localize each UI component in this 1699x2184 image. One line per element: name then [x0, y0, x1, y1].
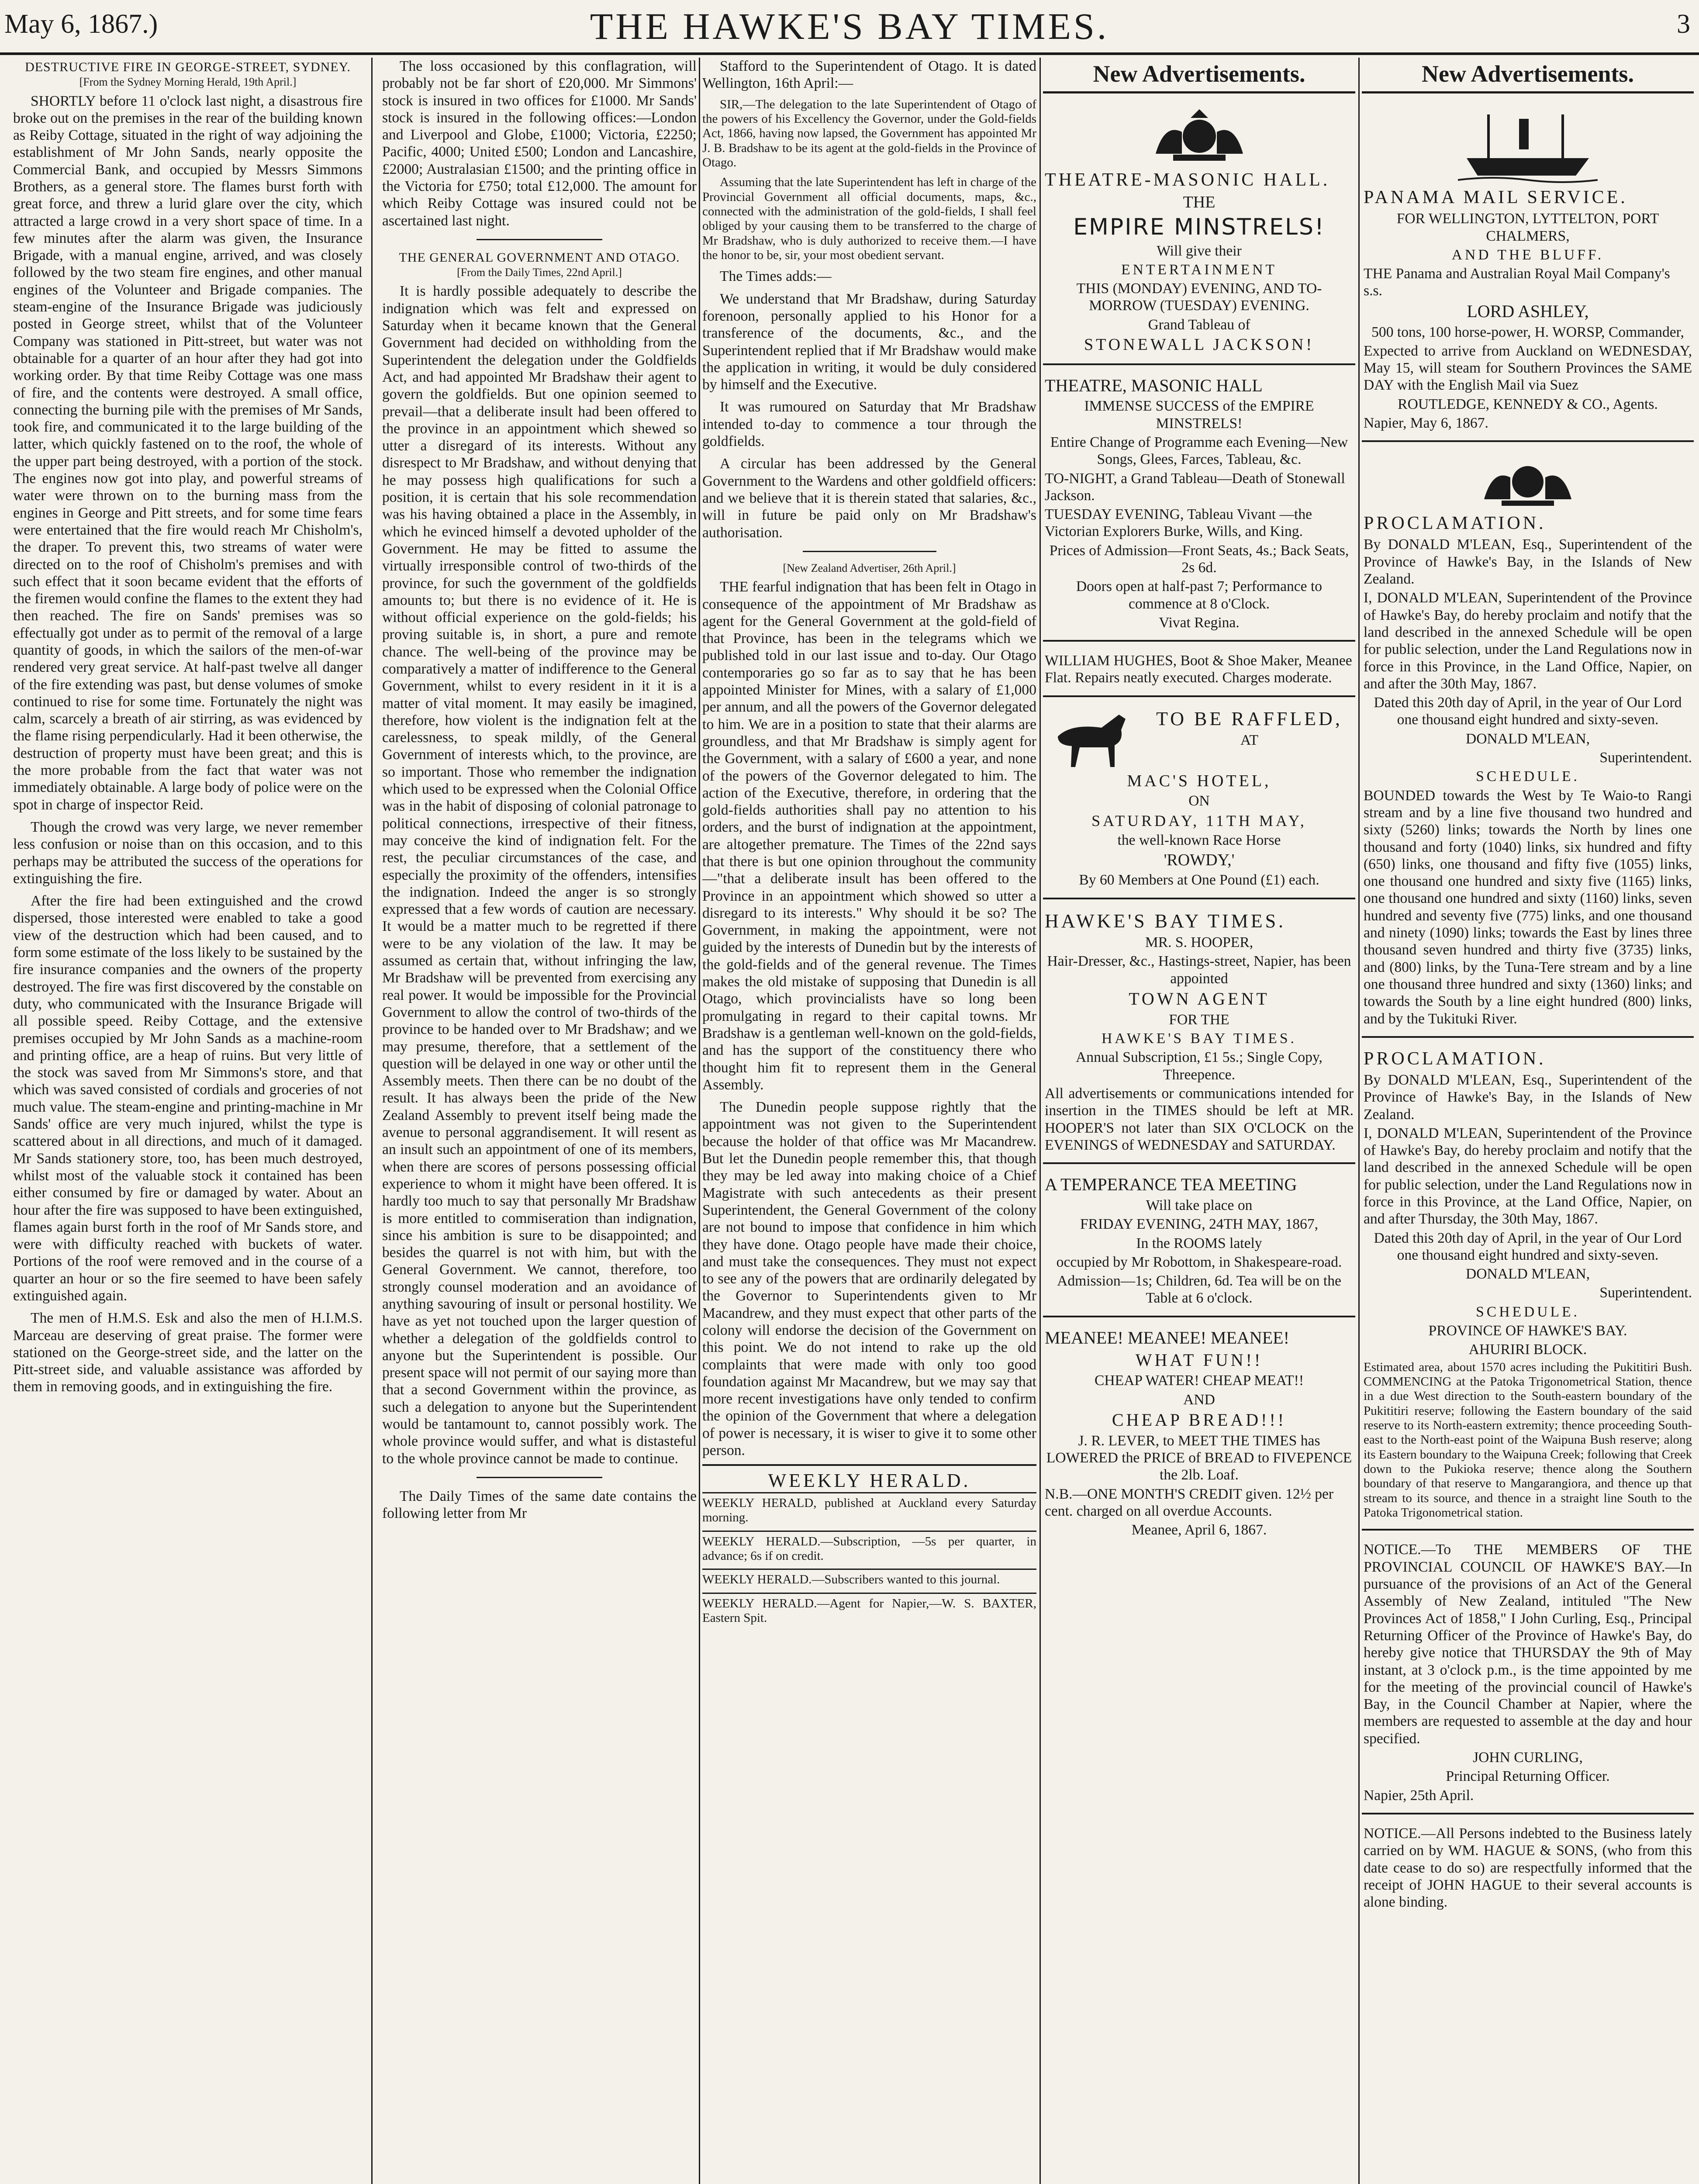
mail-service-advertisement [1362, 100, 1694, 442]
issue-date: May 6, 1867.) [4, 9, 158, 39]
article-paragraph: Stafford to the Superintendent of Otago. It is dated Wellington, 16th April:— [702, 58, 1036, 92]
theatre-line: Vivat Regina. [1159, 614, 1240, 631]
article-headline: THE GENERAL GOVERNMENT AND OTAGO. [399, 250, 680, 265]
proclamation-line: I, DONALD M'LEAN, Superintendent of the Province of Hawke's Bay, do hereby proclaim and notify that the land described in the annexed Schedule will be open for public selection, under the Land Regulations now in force in this Province, in the Land Office, Napier, on and after the 30th May, 1867. [1364, 590, 1692, 692]
race-horse-icon [1045, 706, 1141, 771]
agent-title: HAWKE'S BAY TIMES. [1045, 910, 1286, 932]
section-title: New Advertisements. [1362, 58, 1694, 93]
divider [803, 551, 936, 552]
tea-line: In the ROOMS lately [1136, 1235, 1262, 1251]
council-notice [1362, 1536, 1694, 1814]
raffle-advertisement [1043, 702, 1355, 899]
column-rule [371, 58, 373, 2184]
mail-line: LORD ASHLEY, [1467, 301, 1589, 321]
tea-line: A TEMPERANCE TEA MEETING [1045, 1175, 1297, 1195]
royal-coat-of-arms-icon [1147, 106, 1252, 167]
agent-line: HAWKE'S BAY TIMES. [1102, 1030, 1297, 1047]
proclamation [1362, 1043, 1694, 1531]
notice-text: NOTICE.—To THE MEMBERS OF THE PROVINCIAL COUNCIL OF HAWKE'S BAY.—In pursuance of the provisions of an Act of the General Assembly of New Zealand, intituled "The New Provinces Act of 1858," I John Curling, Esq., Principal Returning Officer of the Province of Hawke's Bay, do hereby give notice that THURSDAY the 9th of May instant, at 3 o'clock p.m., is the time appointed by me for the meeting of the provincial council of Hawke's Bay, in the Council Chamber at Napier, where the members are requested to assemble at the day and hour specified. [1364, 1541, 1692, 1747]
mail-line: 500 tons, 100 horse-power, H. WORSP, Commander, [1371, 324, 1684, 340]
raffle-line: ON [1188, 793, 1210, 809]
tea-line: FRIDAY EVENING, 24TH MAY, 1867, [1080, 1216, 1319, 1233]
bakery-line: AND [1183, 1391, 1215, 1408]
article-paragraph: The loss occasioned by this conflagration, will probably not be far short of £20,000. Mr Simmons' stock is insured in two offices for £1000. Mr Sands' stock is insured in the following offices:—London and Liverpool and Globe, £1000; Victoria, £2250; Pacific, 4000; United £500; London and Lancashire, £2000; Australasian £1500; and the printing office in the Victoria for £750; total £12,000. The amount for which Reiby Cottage was insured could not be ascertained last night. [382, 58, 697, 229]
royal-coat-of-arms-icon [1475, 453, 1580, 510]
article-paragraph: We understand that Mr Bradshaw, during Saturday forenoon, personally applied to his Honor for a transference of the documents, &c., and the Superintendent replied that if Mr Bradshaw would make the application in writing, it would be duly considered by himself and the Executive. [702, 290, 1036, 393]
minstrels-name: EMPIRE MINSTRELS! [1073, 214, 1325, 240]
schedule-text: Estimated area, about 1570 acres including the Pukititiri Bush. COMMENCING at the Patoka Trigonometrical Station, thence in a due West direction to the South-eastern boundary of the Pukititiri reserve; following the Eastern boundary of the said reserve to its North-eastern extremity; thence proceeding South-east to the North-east point of the Waipuna Bush reserve; along its Eastern boundary to the Waipuna Creek; following that Creek down to the Pukioka reserve; thence along the Southern boundary of that reserve to Mangarangiora, and thence up that stream to its source, and thence in a straight line South to the Patoka Trigonometrical station. [1364, 1360, 1692, 1520]
newspaper-title: THE HAWKE'S BAY TIMES. [590, 5, 1109, 47]
agent-line: FOR THE [1169, 1011, 1229, 1028]
mail-line: Expected to arrive from Auckland on WEDNESDAY, May 15, will steam for Southern Provinces the SAME DAY with the English Mail via Suez [1364, 342, 1692, 394]
letter-paragraph: SIR,—The delegation to the late Superintendent of Otago of the powers of his Excellency the Governor, under the Gold-fields Act, 1866, having now lapsed, the Government has appointed Mr J. B. Bradshaw to be its agent at the gold-fields in the Province of Otago. [702, 97, 1036, 169]
theatre-line: THIS (MONDAY) EVENING, AND TO-MORROW (TUESDAY) EVENING. [1076, 280, 1322, 314]
weekly-herald-ad [702, 1464, 1036, 1625]
agent-line: All advertisements or communications intended for insertion in the TIMES should be left at MR. HOOPER'S not later than SIX O'CLOCK on the EVENINGS of WEDNESDAY and SATURDAY. [1045, 1085, 1354, 1153]
column-5 [1362, 58, 1694, 2184]
proclamation-line: Superintendent. [1599, 1285, 1692, 1301]
article-source: [New Zealand Advertiser, 26th April.] [783, 561, 956, 574]
column-rule [699, 58, 700, 2184]
schedule-text: BOUNDED towards the West by Te Waio-to Rangi stream and by a line five thousand two hundred and sixty (5260) links; towards the North by lines one thousand and forty (1040) links, six hundred and fifty (650) links, one thousand and fifty five (1055) links, one thousand one hundred and sixty five (1165) links, one thousand one hundred and sixty (1160) links, seven hundred and seventy five (775) links, and one thousand and ninety (1090) links; towards the East by lines three thousand seven hundred and thirty five (3735) links, and (800) links, by the Tuna-Tere stream and by a line one thousand three hundred and sixty (1360) links; and towards the South by a line eight hundred (800) links, and by the Tukituki River. [1364, 787, 1692, 1027]
theatre-title: THEATRE, MASONIC HALL [1045, 375, 1263, 395]
weekly-herald-item: WEEKLY HERALD.—Agent for Napier,—W. S. BAXTER, Eastern Spit. [702, 1593, 1036, 1626]
proclamation-line: DONALD M'LEAN, [1466, 1266, 1590, 1282]
theatre-line: Prices of Admission—Front Seats, 4s.; Back Seats, 2s 6d. [1049, 542, 1349, 576]
raffle-line: 'ROWDY,' [1164, 850, 1235, 869]
column-2 [382, 58, 697, 2184]
proclamation-line: By DONALD M'LEAN, Esq., Superintendent of the Province of Hawke's Bay, in the Islands of New Zealand. [1364, 536, 1692, 587]
bakery-advertisement [1043, 1323, 1355, 1548]
tea-line: Will take place on [1146, 1197, 1253, 1213]
masthead [0, 0, 1699, 55]
theatre-line: Entire Change of Programme each Evening—New Songs, Glees, Farces, Tableau, &c. [1050, 434, 1348, 468]
article-paragraph: After the fire had been extinguished and the crowd dispersed, those interested were enabled to take a good view of the destruction which had been caused, and to form some estimate of the loss likely to be sustained by the fire insurance companies and the owners of the property destroyed. The fire was first discovered by the constable on duty, who communicated with the Insurance Brigade will all possible speed. Reiby Cottage, and the extensive premises occupied by Mr John Sands as a machine-room and printing office, are a heap of ruins. But very little of the stock was saved from Mr Simmons's store, and that which was saved consisted of cordials and groceries of not much value. The steam-engine and printing-machine in Mr Sands' office are very much injured, whilst the type is scattered about in all directions, and much of it damaged. Mr Sands stationery store, too, has been much destroyed, whilst most of the valuable stock it contained has been either consumed by fire or damaged by water. About an hour after the fire was supposed to have been extinguished, flames again burst forth in the roof of Mr Sands store, and were with difficulty reached with buckets of water. Portions of the roof were removed and in the course of a quarter an hour or so the fire seemed to have been safely extinguished again. [13, 893, 363, 1304]
article-paragraph: The Times adds:— [720, 268, 832, 285]
article-paragraph: The men of H.M.S. Esk and also the men of H.I.M.S. Marceau are deserving of great praise. The former were stationed on the George-street side, and the latter on the Pitt-street side, and valuable assistance was afforded by them in removing goods, and in extinguishing the fire. [13, 1310, 363, 1395]
mail-line: ROUTLEDGE, KENNEDY & CO., Agents. [1398, 396, 1658, 412]
article-paragraph: The Dunedin people suppose rightly that the appointment was not given to the Superintendent because the holder of that office was Mr Macandrew. But let the Dunedin people remember this, that though they may be led away into making choice of a Chief Magistrate with such antecedents as their present Superintendent, the General Government of the colony are not bound to impose that confidence in him which they have done. Otago people have made their choice, and must take the consequences. They must not expect to see any of the powers that are ordinarily delegated by the Governor to Superintendents given to Mr Macandrew, and they must expect that other parts of the colony will endorse the decision of the Government on this point. We do not intend to rake up the old complaints that were made with only too good foundation against Mr Macandrew, but we may say that more recent investigations have only tended to confirm the opinion of the Government that where a delegation of power is necessary, it is wiser to give it to some other person. [702, 1099, 1036, 1459]
article-headline: DESTRUCTIVE FIRE IN GEORGE-STREET, SYDNEY. [25, 60, 351, 74]
tea-meeting-advertisement [1043, 1169, 1355, 1317]
proclamation-title: PROCLAMATION. [1364, 513, 1546, 534]
steamship-icon [1458, 106, 1598, 184]
mail-title: PANAMA MAIL SERVICE. [1364, 187, 1628, 208]
theatre-advertisement [1043, 100, 1355, 365]
theatre-line: STONEWALL JACKSON! [1084, 335, 1315, 354]
divider [477, 239, 602, 240]
agent-line: Annual Subscription, £1 5s.; Single Copy, Threepence. [1076, 1049, 1323, 1083]
bakery-line: CHEAP BREAD!!! [1112, 1410, 1287, 1430]
schedule-line: AHURIRI BLOCK. [1468, 1341, 1587, 1358]
weekly-herald-item: WEEKLY HERALD, published at Auckland every Saturday morning. [702, 1492, 1036, 1525]
mail-line: Napier, May 6, 1867. [1364, 415, 1488, 432]
bootmaker-text: WILLIAM HUGHES, Boot & Shoe Maker, Meanee Flat. Repairs neatly executed. Charges moderate. [1045, 653, 1352, 686]
article-paragraph: A circular has been addressed by the General Government to the Wardens and other goldfield officers: and we believe that it is therein stated that salaries, &c., will in future be paid only on Mr Bradshaw's authorisation. [702, 456, 1036, 541]
weekly-herald-item: WEEKLY HERALD.—Subscribers wanted to this journal. [702, 1569, 1036, 1587]
proclamation-line: Dated this 20th day of April, in the year of Our Lord one thousand eight hundred and sixty-seven. [1374, 1230, 1682, 1263]
bakery-line: WHAT FUN!! [1135, 1350, 1263, 1370]
agent-advertisement [1043, 905, 1355, 1165]
article-source: [From the Daily Times, 22nd April.] [457, 266, 622, 279]
notice-line: JOHN CURLING, [1473, 1749, 1583, 1766]
agent-line: Hair-Dresser, &c., Hastings-street, Napier, has been appointed [1047, 953, 1351, 987]
column-3 [702, 58, 1036, 2184]
agent-line: MR. S. HOOPER, [1145, 934, 1254, 951]
raffle-line: SATURDAY, 11TH MAY, [1091, 812, 1307, 829]
proclamation-line: DONALD M'LEAN, [1466, 730, 1590, 747]
article-paragraph: It was rumoured on Saturday that Mr Bradshaw intended to-day to commence a tour through the goldfields. [702, 399, 1036, 450]
bakery-line: MEANEE! MEANEE! MEANEE! [1045, 1327, 1289, 1348]
raffle-line: the well-known Race Horse [1117, 832, 1281, 848]
theatre-line: TUESDAY EVENING, Tableau Vivant —the Victorian Explorers Burke, Wills, and King. [1045, 506, 1312, 540]
theatre-line: Grand Tableau of [1148, 316, 1250, 333]
tea-line: occupied by Mr Robottom, in Shakespeare-road. [1056, 1254, 1342, 1270]
theatre-line: ENTERTAINMENT [1121, 261, 1277, 278]
theatre-line: IMMENSE SUCCESS of the EMPIRE MINSTRELS! [1084, 398, 1314, 432]
mail-line: THE Panama and Australian Royal Mail Company's s.s. [1364, 266, 1670, 299]
column-rule [1039, 58, 1041, 2184]
bootmaker-advertisement [1043, 647, 1355, 697]
raffle-line: AT [1240, 732, 1259, 749]
theatre-advertisement [1043, 370, 1355, 642]
section-title: New Advertisements. [1043, 58, 1355, 93]
raffle-line: By 60 Members at One Pound (£1) each. [1079, 872, 1319, 888]
tea-line: Admission—1s; Children, 6d. Tea will be on the Table at 6 o'clock. [1057, 1273, 1341, 1306]
theatre-line: TO-NIGHT, a Grand Tableau—Death of Stonewall Jackson. [1045, 470, 1345, 504]
proclamation-line: Superintendent. [1599, 750, 1692, 766]
page-number: 3 [1677, 9, 1690, 39]
bakery-line: J. R. LEVER, to MEET THE TIMES has LOWERED the PRICE of BREAD to FIVEPENCE the 2lb. Loaf. [1046, 1432, 1352, 1483]
mail-line: AND THE BLUFF. [1451, 246, 1604, 263]
article-source: [From the Sydney Morning Herald, 19th April.] [79, 76, 297, 89]
column-rule [1358, 58, 1360, 2184]
proclamation [1362, 447, 1694, 1037]
bakery-line: CHEAP WATER! CHEAP MEAT!! [1094, 1372, 1304, 1389]
raffle-line: MAC'S HOTEL, [1127, 771, 1271, 790]
agent-line: TOWN AGENT [1129, 989, 1270, 1009]
weekly-herald-item: WEEKLY HERALD.—Subscription, —5s per quarter, in advance; 6s if on credit. [702, 1531, 1036, 1564]
mail-line: FOR WELLINGTON, LYTTELTON, PORT CHALMERS, [1396, 211, 1659, 244]
article-paragraph: Though the crowd was very large, we never remember less confusion or noise than on this occasion, and to this perhaps may be attributed the success of the operations for extinguishing the fire. [13, 819, 363, 887]
weekly-herald-title: WEEKLY HERALD. [768, 1470, 971, 1492]
article-paragraph: SHORTLY before 11 o'clock last night, a disastrous fire broke out on the premises in the rear of the building known as Reiby Cottage, situated in the right of way adjoining the establishment of Mr John Sands, nearly opposite the Commercial Bank, and occupied by Messrs Simmons Brothers, as a general store. The flames burst forth with great force, and threw a lurid glare over the city, which attracted a large crowd in a very short space of time. In a few minutes after the alarm was given, the Insurance Brigade, with a manual engine, arrived, and was closely followed by the two steam fire engines, and other manual engines of the Volunteer and Brigade companies. The steam-engine of the Insurance Brigade was judiciously posted in George street, whilst that of the Volunteer Company was stationed in Pitt-street, but water was not obtainable for a quarter of an hour after they had got into working order. By that time Reiby Cottage was one mass of fire, and the contents were destroyed. A small office, connecting the burning pile with the premises of Mr Sands, took fire, and communicated it to the large building of the latter, which quickly fastened on to the roof, the whole of the upper part being destroyed, with a portion of the stock. The engines now got into play, and powerful streams of water were thrown on to the burning mass from the engines in George and Pitt streets, and for some time fears were entertained that the fire would reach Mr Chisholm's, the draper. To prevent this, two streams of water were directed on to the roof of Chisholm's premises and with such effect that it soon became evident that the efforts of the firemen would confine the flames to the extent they had then reached. The fire on Sands' premises was so effectually got under as to permit of the removal of a large quantity of goods, in which the sailors of the men-of-war rendered very great service. At half-past twelve all danger of the fire extending was past, but dense volumes of smoke continued to rise for some time. Fortunately the night was calm, scarcely a breath of air stirring, as was evidenced by the flame rising perpendicularly. Had it been otherwise, the destruction of property must have been great; and this is the more probable from the fact that water was not immediately obtainable. A large body of police were on the spot in charge of inspector Reid. [13, 93, 363, 813]
column-1 [13, 58, 363, 2184]
theatre-line: Doors open at half-past 7; Performance to commence at 8 o'Clock. [1076, 578, 1323, 612]
raffle-line: TO BE RAFFLED, [1156, 708, 1343, 729]
article-paragraph: THE fearful indignation that has been felt in Otago in consequence of the appointment of Mr Bradshaw as agent for the General Government at the gold-field of that Province, has been in the telegrams which we published told in our last issue and to-day. Our Otago contemporaries go so far as to say that he has been appointed Minister for Mines, with a salary of £1,000 per annum, and all the powers of the Governor delegated to him. We are in a position to state that their alarms are groundless, and that Mr Bradshaw is simply agent for the Government, with a salary of £600 a year, and none of the powers of the Governor delegated to him. The action of the Executive, therefore, in ordering that the gold-fields authorities shall pay no attention to his orders, and the burst of indignation at the appointment, are altogether premature. The Times of the 22nd says that there is but one opinion throughout the community—"that a deliberate insult has been offered to the Province in an appointment which showed so utter a disregard to its interests." Why should it be so? The Government, in making the appointment, were not guided by the interests of Dunedin but by the interests of the gold-fields and of the general revenue. The Times makes the old mistake of supposing that Dunedin is all Otago, which provincialists have so long been promulgating in regard to their capital towns. Mr Bradshaw is a gentleman well-known on the gold-fields, and has the support of the constituency there who thought him fit to represent them in the General Assembly. [702, 579, 1036, 1093]
proclamation-line: I, DONALD M'LEAN, Superintendent of the Province of Hawke's Bay, do hereby proclaim and notify that the land described in the annexed Schedule will be open for public selection, under the Land Regulations now in force in this Province, at the Land Office, Napier, on and after Thursday, the 30th May, 1867. [1364, 1125, 1692, 1227]
notice-line: Napier, 25th April. [1364, 1787, 1474, 1804]
bakery-line: Meanee, April 6, 1867. [1131, 1522, 1267, 1538]
theatre-line: Will give their [1157, 242, 1242, 259]
notice-text: NOTICE.—All Persons indebted to the Business lately carried on by WM. HAGUE & SONS, (who from this date cease to do so) are respectfully informed that the receipt of JOHN HAGUE to their several accounts is alone binding. [1364, 1825, 1692, 1911]
letter-paragraph: Assuming that the late Superintendent has left in charge of the Provincial Government all official documents, maps, &c., connected with the administration of the gold-fields, I shall feel obliged by your causing them to be transferred to the charge of Mr Bradshaw, who is duly authorized to receive them.—I have the honor to be, sir, your most obedient servant. [702, 175, 1036, 263]
proclamation-line: Dated this 20th day of April, in the year of Our Lord one thousand eight hundred and sixty-seven. [1374, 695, 1682, 728]
article-paragraph: It is hardly possible adequately to describe the indignation which was felt and expressed on Saturday when it became known that the General Government had decided on withholding from the Superintendent the delegation under the Goldfields Act, and had appointed Mr Bradshaw their agent to govern the goldfields. But one opinion seemed to prevail—that a deliberate insult had been offered to the province in an appointment which shewed so utter a disregard of its interests. Without any disrespect to Mr Bradshaw, and without denying that he may possess high qualifications for such a position, it is certain that his sole recommendation was his having obtained a place in the Assembly, in which he evinced himself a devoted upholder of the Government. He may be fitted to assume the virtually irresponsible control of two-thirds of the province, for such the government of the goldfields amounts to; but there is no evidence of it. He is without official experience on the gold-fields; his proving suitable is, in short, a pure and remote chance. The well-being of the province may be comparatively a matter of indifference to the General Government, whilst to every resident in it it is a matter of vital moment. It may easily be imagined, therefore, how violent is the indignation felt at the carelessness, to speak mildly, of the General Government of interests which, to the province, are so important. Those who remember the indignation which used to be expressed when the Colonial Office was in the habit of disposing of colonial patronage to political connections, irrespective of their fitness, may conceive the kind of indignation felt. For the rest, the peculiar circumstances of the case, and especially the proximity of the offenders, intensifies the indignation. Indeed the anger is so strongly expressed that a few words of caution are necessary. It would be a matter much to be regretted if there were to be any violation of the law. It may be assumed as certain that, without infringing the law, Mr Bradshaw will be prevented from exercising any real power. It would be impossible for the Provincial Government to allow the control of two-thirds of the province to be handed over to Mr Bradshaw; and we may presume, therefore, that a settlement of the question will be delayed in one way or other until the Assembly meets. Then there can be no doubt of the result. It has always been the pride of the New Zealand Assembly to prevent itself being made the avenue to personal aggrandisement. It will resent as an insult such an appointment of one of its members, when there are scores of persons possessing official experience to whom it might have been offered. It is hardly too much to say that personally Mr Bradshaw is more entitled to commiseration than indignation, since his ambition is sure to be disappointed; and besides the quarrel is not with him, but with the General Government. We cannot, therefore, too strongly counsel moderation and an avoidance of anything savouring of insult or personal hostility. We have as yet not touched upon the larger question of whether a delegation of the goldfields control to anyone but the Superintendent is possible. Our present space will not permit of our saying more than that a second Government within the province, as such a delegation to anyone but the Superintendent would be tantamount to, cannot possibly work. The whole province would suffer, and what is distasteful to the whole province cannot be made to continue. [382, 283, 697, 1467]
proclamation-line: By DONALD M'LEAN, Esq., Superintendent of the Province of Hawke's Bay, in the Islands of New Zealand. [1364, 1071, 1692, 1123]
schedule-title: SCHEDULE. [1476, 768, 1580, 785]
theatre-line: THE [1183, 193, 1216, 212]
theatre-title: THEATRE-MASONIC HALL. [1045, 170, 1330, 190]
column-4 [1043, 58, 1355, 2184]
proclamation-title: PROCLAMATION. [1364, 1048, 1546, 1069]
schedule-title: SCHEDULE. [1476, 1303, 1580, 1320]
divider [477, 1477, 602, 1478]
article-paragraph: The Daily Times of the same date contains the following letter from Mr [382, 1488, 697, 1522]
notice-line: Principal Returning Officer. [1446, 1768, 1610, 1785]
schedule-line: PROVINCE OF HAWKE'S BAY. [1428, 1323, 1627, 1339]
bakery-line: N.B.—ONE MONTH'S CREDIT given. 12½ per cent. charged on all overdue Accounts. [1045, 1486, 1334, 1519]
debt-notice [1362, 1820, 1694, 1919]
